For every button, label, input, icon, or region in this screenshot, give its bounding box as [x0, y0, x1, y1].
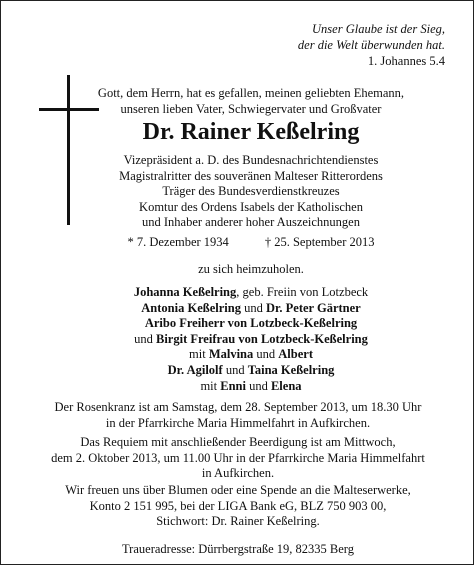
- rosenkranz-notice: [11, 400, 465, 431]
- notice-line: Konto 2 151 995, bei der LIGA Bank eG, BLZ 750 903 00,: [89, 498, 387, 513]
- bible-quote: [298, 21, 445, 69]
- family-name: Aribo Freiherr von Lotzbeck-Keßelring: [144, 316, 358, 331]
- family-name: Birgit Freifrau von Lotzbeck-Keßelring: [155, 331, 368, 346]
- title-line: und Inhaber anderer hoher Auszeichnungen: [142, 215, 360, 230]
- family-text: und: [134, 331, 156, 346]
- quote-line: Unser Glaube ist der Sieg,: [312, 22, 445, 36]
- family-name: Dr. Peter Gärtner: [265, 300, 361, 315]
- heimzuholen-text: zu sich heimzuholen.: [198, 262, 304, 276]
- life-dates: [81, 234, 421, 250]
- family-line: [81, 363, 421, 379]
- requiem-notice: [11, 435, 465, 482]
- family-line: [81, 332, 421, 348]
- notice-line: dem 2. Oktober 2013, um 11.00 Uhr in der Pfarrkirche Maria Himmelfahrt: [51, 450, 425, 465]
- notice-line: in Aufkirchen.: [201, 466, 275, 481]
- quote-reference: 1. Johannes 5.4: [367, 54, 445, 68]
- family-line: [81, 379, 421, 395]
- family-name: Elena: [270, 378, 302, 393]
- family-name: Malvina: [208, 347, 254, 362]
- notice-line: Das Requiem mit anschließender Beerdigung ist am Mittwoch,: [80, 435, 396, 449]
- deceased-titles: [81, 153, 421, 231]
- intro-line: unseren lieben Vater, Schwiegervater und Großvater: [120, 102, 382, 116]
- mourning-address: Traueradresse: Dürrbergstraße 19, 82335 Berg: [121, 542, 354, 556]
- family-text: mit: [200, 378, 221, 393]
- family-text: und: [222, 362, 248, 377]
- title-line: Vizepräsident a. D. des Bundesnachrichtendienstes: [123, 153, 379, 167]
- intro-text: [81, 85, 421, 117]
- title-line: Träger des Bundesverdienstkreuzes: [162, 184, 340, 199]
- family-name: Dr. Agilolf: [167, 362, 223, 377]
- family-line: [81, 285, 421, 301]
- family-text: und: [245, 378, 271, 393]
- family-text: und: [240, 300, 266, 315]
- notice-line: Der Rosenkranz ist am Samstag, dem 28. September 2013, um 18.30 Uhr: [54, 400, 422, 414]
- death-date: † 25. September 2013: [264, 235, 375, 249]
- birth-date: * 7. Dezember 1934: [127, 235, 229, 249]
- title-line: Magistralritter des souveränen Malteser Ritterordens: [119, 168, 383, 183]
- family-line: [81, 347, 421, 363]
- family-name: Enni: [220, 378, 246, 393]
- family-text: , geb. Freiin von Lotzbeck: [236, 285, 369, 299]
- family-list: [81, 285, 421, 394]
- family-name: Antonia Keßelring: [141, 300, 241, 315]
- family-name: Albert: [278, 347, 313, 362]
- family-name: Johanna Keßelring: [133, 285, 237, 299]
- family-name: Taina Keßelring: [247, 362, 335, 377]
- notice-line: Stichwort: Dr. Rainer Keßelring.: [156, 514, 320, 529]
- notice-line: Wir freuen uns über Blumen oder eine Spende an die Malteserwerke,: [65, 483, 411, 497]
- intro-line: Gott, dem Herrn, hat es gefallen, meinen geliebten Ehemann,: [97, 86, 405, 100]
- quote-line: der die Welt überwunden hat.: [297, 38, 445, 52]
- family-line: [81, 301, 421, 317]
- family-text: mit: [189, 347, 209, 362]
- family-text: und: [253, 347, 279, 362]
- deceased-name: Dr. Rainer Keßelring: [142, 119, 360, 145]
- title-line: Komtur des Ordens Isabels der Katholischen: [139, 199, 363, 214]
- notice-line: in der Pfarrkirche Maria Himmelfahrt in Aufkirchen.: [105, 415, 371, 430]
- donation-notice: [11, 483, 465, 530]
- family-line: [81, 316, 421, 332]
